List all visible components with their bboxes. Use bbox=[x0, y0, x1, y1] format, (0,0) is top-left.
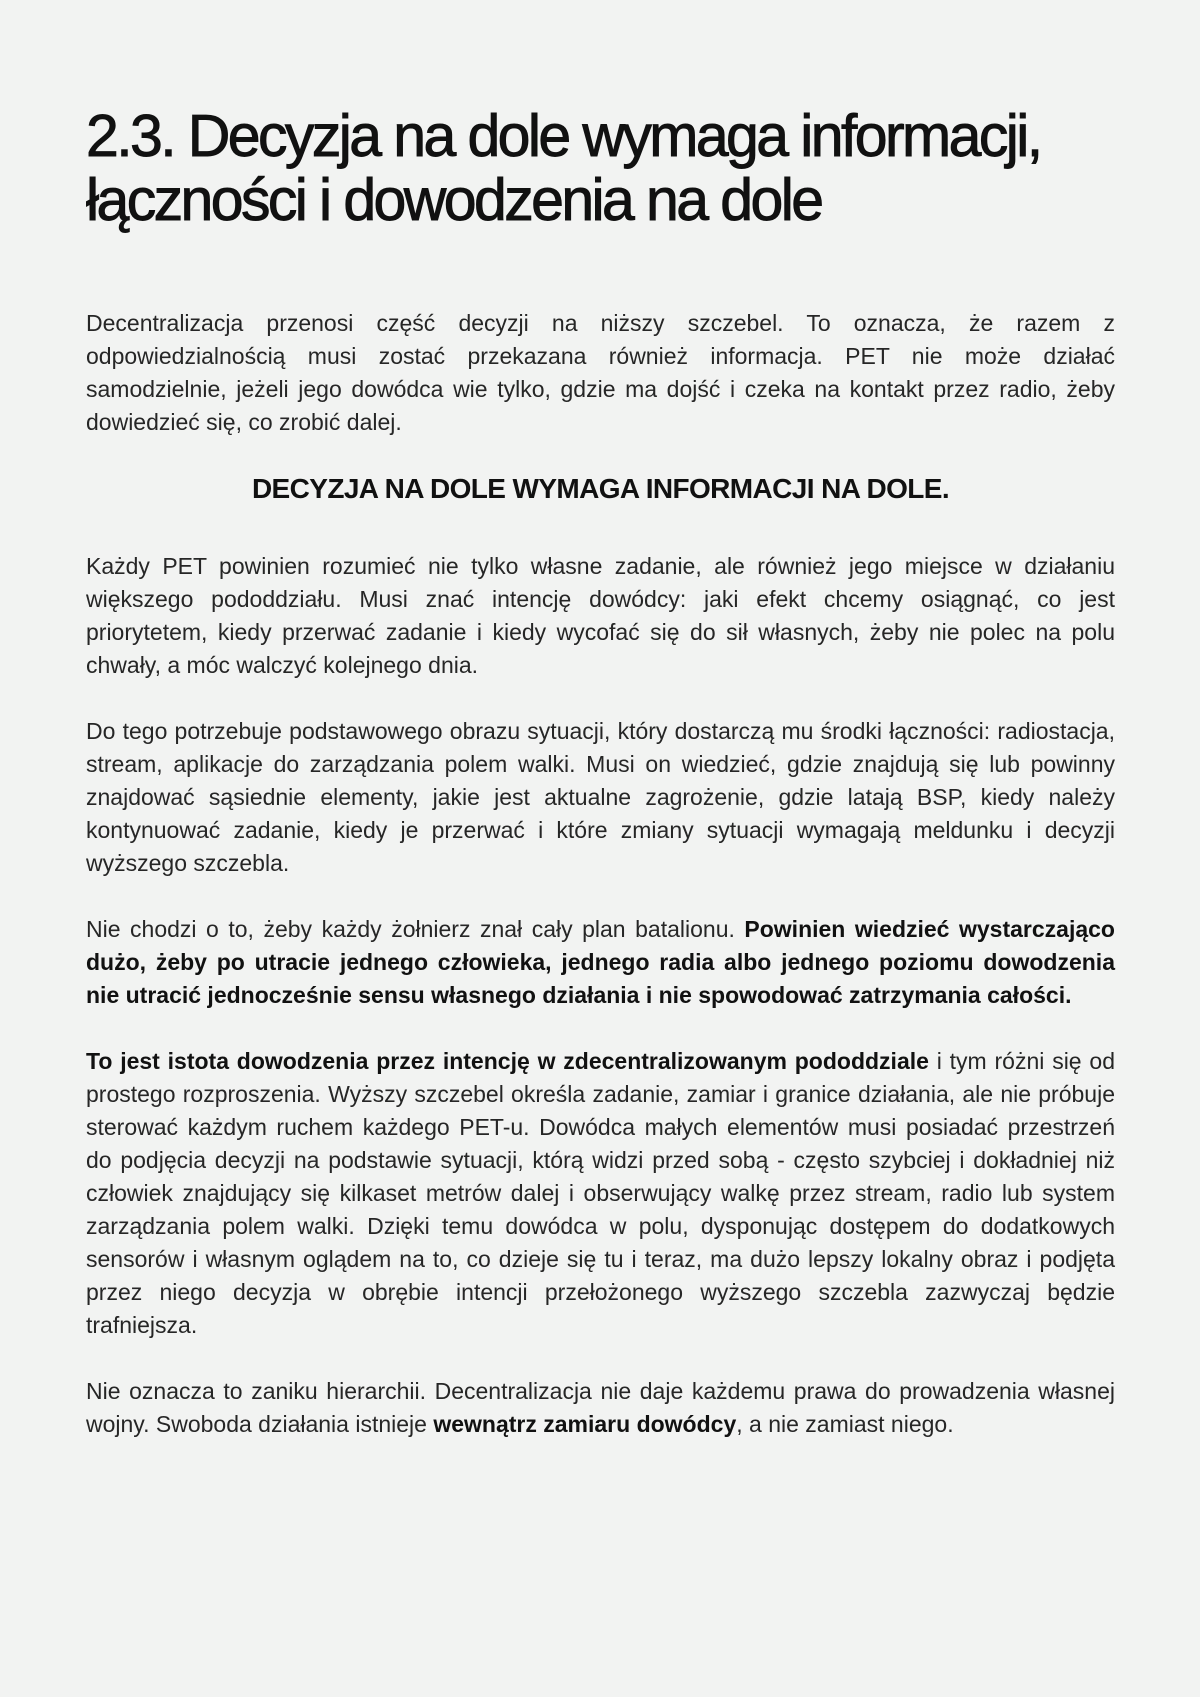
paragraph-command-intent bbox=[86, 1045, 1115, 1342]
callout-statement: DECYZJA NA DOLE WYMAGA INFORMACJI NA DOLE. bbox=[251, 473, 950, 504]
emphasis-text: To jest istota dowodzenia przez intencję w zdecentralizowanym pododdziale bbox=[86, 1048, 929, 1074]
emphasis-text: wewnątrz zamiaru dowódcy bbox=[433, 1411, 737, 1437]
paragraph-hierarchy bbox=[86, 1375, 1115, 1441]
heading-line-2: łączności i dowodzenia na dole bbox=[86, 167, 822, 233]
paragraph-pet-role: Każdy PET powinien rozumieć nie tylko własne zadanie, ale również jego miejsce w działaniu większego pododdziału. Musi znać intencję dowódcy: jaki efekt chcemy osiągnąć, co jest priorytetem, kiedy przerwać zadanie i kiedy wycofać się do sił własnych, żeby nie polec na polu chwały, a móc walczyć kolejnego dnia. bbox=[86, 553, 1115, 678]
section-heading bbox=[86, 104, 1115, 232]
paragraph-text: Nie chodzi o to, żeby każdy żołnierz znał cały plan batalionu. bbox=[86, 916, 745, 942]
paragraph-battalion-plan bbox=[86, 913, 1115, 1012]
body-content bbox=[86, 307, 1115, 1441]
paragraph-text: i tym różni się od prostego rozproszenia. Wyższy szczebel określa zadanie, zamiar i granice działania, ale nie próbuje sterować każdym ruchem każdego PET-u. Dowódca małych elementów musi posiadać przestrzeń do podjęcia decyzji na podstawie sytuacji, którą widzi przed sobą - często szybciej i dokładniej niż człowiek znajdujący się kilkaset metrów dalej i obserwujący walkę przez stream, radio lub system zarządzania polem walki. Dzięki temu dowódca w polu, dysponując dostępem do dodatkowych sensorów i własnym oglądem na to, co dzieje się tu i teraz, ma dużo lepszy lokalny obraz i podjęta przez niego decyzja w obrębie intencji przełożonego wyższego szczebla zazwyczaj będzie trafniejsza. bbox=[86, 1048, 1115, 1338]
paragraph-text: , a nie zamiast niego. bbox=[736, 1411, 954, 1437]
paragraph-situation-picture: Do tego potrzebuje podstawowego obrazu sytuacji, który dostarczą mu środki łączności: radiostacja, stream, aplikacje do zarządzania polem walki. Musi on wiedzieć, gdzie znajdują się lub powinny znajdować sąsiednie elementy, jakie jest aktualne zagrożenie, gdzie latają BSP, kiedy należy kontynuować zadanie, kiedy je przerwać i które zmiany sytuacji wymagają meldunku i decyzji wyższego szczebla. bbox=[86, 718, 1115, 876]
heading-line-1: 2.3. Decyzja na dole wymaga informacji, bbox=[86, 103, 1041, 169]
paragraph-intro: Decentralizacja przenosi część decyzji na niższy szczebel. To oznacza, że razem z odpowiedzialnością musi zostać przekazana również informacja. PET nie może działać samodzielnie, jeżeli jego dowódca wie tylko, gdzie ma dojść i czeka na kontakt przez radio, żeby dowiedzieć się, co zrobić dalej. bbox=[86, 310, 1115, 435]
emphasis-text: Powinien wiedzieć wystarczająco dużo, żeby po utracie jednego człowieka, jednego radia albo jednego poziomu dowodzenia nie utracić jednocześnie sensu własnego działania i nie spowodować zatrzymania całości. bbox=[86, 916, 1115, 1008]
paragraph-text: Nie oznacza to zaniku hierarchii. Decentralizacja nie daje każdemu prawa do prowadzenia własnej wojny. Swoboda działania istnieje bbox=[86, 1378, 1115, 1437]
